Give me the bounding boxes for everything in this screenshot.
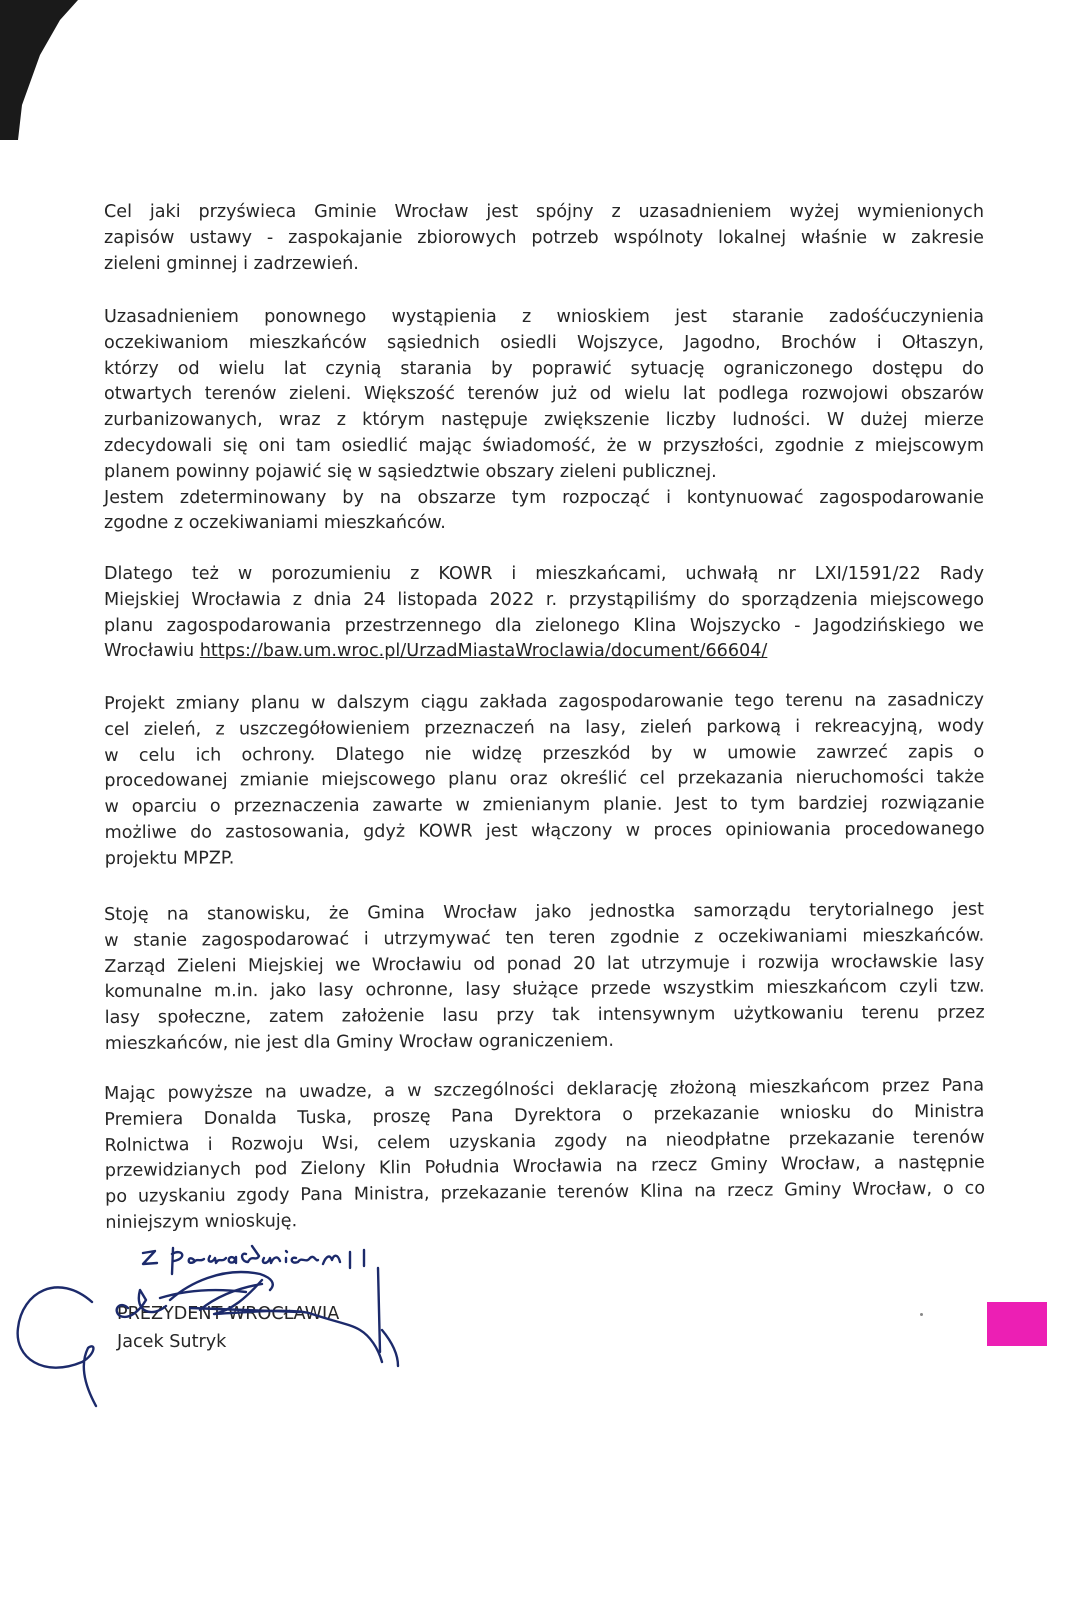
signatory-name: Jacek Sutryk	[117, 1332, 227, 1352]
text-line: lasy społeczne, zatem założenie lasu przy tak intensywnym użytkowaniu terenu przez	[104, 1002, 985, 1029]
text-line: zurbanizowanych, wraz z którym następuje zwiększenie liczby ludności. W dużej mierze	[104, 410, 984, 431]
paragraph-6	[104, 1074, 985, 1237]
paragraph-4	[104, 688, 985, 872]
text-line: procedowanej zmianie miejscowego planu oraz określić cel przekazania nieruchomości także	[104, 767, 985, 792]
text-prefix: Wrocławiu	[104, 641, 200, 662]
text-line: po uzyskaniu zgody Pana Ministra, przekazanie terenów Klina na rzecz Gminy Wrocław, o co	[105, 1178, 986, 1208]
text-line: zgodne z oczekiwaniami mieszkańców.	[104, 513, 446, 534]
text-line: projektu MPZP.	[104, 848, 235, 869]
scan-speck	[920, 1313, 923, 1316]
text-line: Zarząd Zieleni Miejskiej we Wrocławiu od ponad 20 lat utrzymuje i rozwija wrocławskie lasy	[104, 951, 985, 977]
text-line: otwartych terenów zieleni. Większość terenów już od wielu lat podlega rozwojowi obszarów	[104, 384, 984, 405]
signature-block	[0, 1240, 500, 1460]
text-line: zapisów ustawy - zaspokajanie zbiorowych potrzeb wspólnoty lokalnej właśnie w zakresie	[104, 227, 984, 248]
text-line: możliwe do zastosowania, gdyż KOWR jest włączony w proces opiniowania procedowanego	[104, 819, 985, 843]
text-line: Cel jaki przyświeca Gminie Wrocław jest spójny z uzasadnieniem wyżej wymienionych	[104, 202, 984, 222]
text-line: planem powinny pojawić się w sąsiedztwie obszary zieleni publicznej.	[104, 461, 717, 482]
text-line: Dlatego też w porozumieniu z KOWR i mieszkańcami, uchwałą nr LXI/1591/22 Rady	[104, 564, 984, 584]
text-line: w celu ich ochrony. Dlatego nie widzę przeszkód by w umowie zawrzeć zapis o	[104, 741, 985, 766]
page-corner-fold	[0, 0, 80, 150]
paragraph-5	[104, 898, 985, 1058]
pink-marker-tab	[987, 1302, 1047, 1346]
text-line: zieleni gminnej i zadrzewień.	[104, 253, 359, 274]
text-line: mieszkańców, nie jest dla Gminy Wrocław ograniczeniem.	[104, 1030, 615, 1054]
text-line: w stanie zagospodarować i utrzymywać ten teren zgodnie z oczekiwaniami mieszkańców.	[104, 925, 985, 951]
text-line: zdecydowali się oni tam osiedlić mając świadomość, że w przyszłości, zgodnie z miejscowym	[104, 435, 984, 456]
text-line: Projekt zmiany planu w dalszym ciągu zakłada zagospodarowanie tego terenu na zasadniczy	[104, 690, 985, 714]
text-line: którzy od wielu lat czynią starania by poprawić sytuację ograniczonego dostępu do	[104, 358, 984, 379]
paragraph-1	[104, 200, 984, 277]
text-line: Stoję na stanowisku, że Gmina Wrocław jako jednostka samorządu terytorialnego jest	[104, 899, 985, 925]
text-line: Mając powyższe na uwadze, a w szczególności deklarację złożoną mieszkańcom przez Pana	[104, 1075, 985, 1104]
text-line-with-link	[104, 639, 984, 665]
signatory-title: PREZYDENT WROCŁAWIA	[117, 1304, 340, 1324]
paragraph-2	[104, 305, 984, 537]
text-line: Rolnictwa i Rozwoju Wsi, celem uzyskania zgody na nieodpłatne przekazanie terenów	[104, 1127, 985, 1156]
text-line: Uzasadnieniem ponownego wystąpienia z wnioskiem jest staranie zadośćuczynienia	[104, 307, 984, 327]
text-line: komunalne m.in. jako lasy ochronne, lasy służące przede wszystkim mieszkańcom czyli tzw.	[104, 977, 985, 1003]
handwritten-signature	[0, 1240, 500, 1460]
text-line: Miejskiej Wrocławia z dnia 24 listopada 2022 r. przystąpiliśmy do sporządzenia miejscowego	[104, 589, 984, 610]
text-line: planu zagospodarowania przestrzennego dla zielonego Klina Wojszycko - Jagodzińskiego we	[104, 615, 984, 636]
document-link[interactable]: https://baw.um.wroc.pl/UrzadMiastaWroclawia/document/66604/	[199, 641, 768, 662]
text-line: w oparciu o przeznaczenia zawarte w zmienianym planie. Jest to tym bardziej rozwiązanie	[104, 793, 985, 818]
text-line: niniejszym wnioskuję.	[105, 1211, 298, 1233]
text-line: cel zieleń, z uszczegółowieniem przeznaczeń na lasy, zieleń parkową i rekreacyjną, wody	[104, 715, 985, 740]
text-line: Premiera Donalda Tuska, proszę Pana Dyrektora o przekazanie wniosku do Ministra	[104, 1101, 985, 1130]
paragraph-3	[104, 562, 984, 665]
text-line: przewidzianych pod Zielony Klin Południa Wrocławia na rzecz Gminy Wrocław, a następnie	[104, 1152, 985, 1182]
text-line: oczekiwaniom mieszkańców sąsiednich osiedli Wojszyce, Jagodno, Brochów i Ołtaszyn,	[104, 332, 984, 353]
text-line: Jestem zdeterminowany by na obszarze tym rozpocząć i kontynuować zagospodarowanie	[104, 487, 984, 508]
